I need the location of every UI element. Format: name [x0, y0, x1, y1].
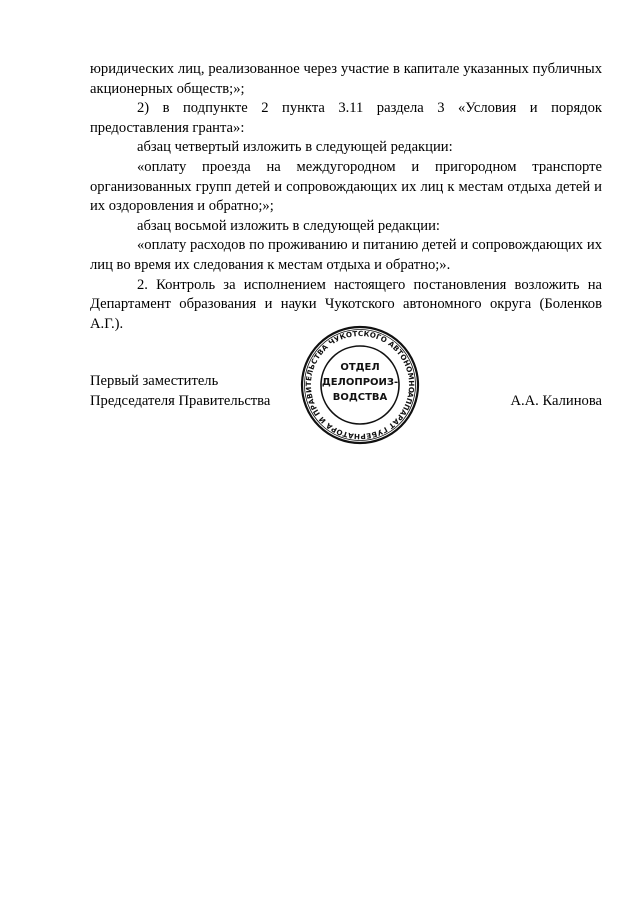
- stamp-outer-text-path: АППАРАТ ГУБЕРНАТОРА И ПРАВИТЕЛЬСТВА ЧУКОТСКОГО АВТОНОМНОГО: [303, 328, 417, 442]
- paragraph-1: юридических лиц, реализованное через участие в капитале указанных публичных акционерных обществ;»;: [90, 61, 602, 97]
- document-body: [90, 60, 602, 334]
- paragraph-5: абзац восьмой изложить в следующей редакции:: [137, 217, 440, 234]
- signatory-name: А.А. Калинова: [510, 392, 602, 409]
- paragraph-3: абзац четвертый изложить в следующей редакции:: [137, 139, 453, 156]
- paragraph-7: 2. Контроль за исполнением настоящего постановления возложить на Департамент образования и науки Чукотского автономного округа (Боленков А.Г.).: [90, 276, 602, 332]
- paragraph-2: 2) в подпункте 2 пункта 3.11 раздела 3 «Условия и порядок предоставления гранта»:: [90, 100, 602, 136]
- official-stamp: [300, 325, 420, 445]
- stamp-center-line-2: ДЕЛОПРОИЗ-: [321, 377, 399, 388]
- paragraph-6: «оплату расходов по проживанию и питанию детей и сопровождающих их лиц во время их следования к местам отдыха и обратно;».: [90, 237, 602, 273]
- stamp-center-line-1: ОТДЕЛ: [340, 362, 380, 373]
- signatory-title-line-2: Председателя Правительства: [90, 392, 271, 409]
- paragraph-4: «оплату проезда на междугородном и пригородном транспорте организованных групп детей и сопровождающих их лиц к местам отдыха детей и их оздоровления и обратно;»;: [90, 158, 602, 215]
- signatory-title: [90, 372, 270, 411]
- stamp-center-line-3: ВОДСТВА: [332, 392, 388, 403]
- signatory-title-line-1: Первый заместитель: [90, 373, 219, 389]
